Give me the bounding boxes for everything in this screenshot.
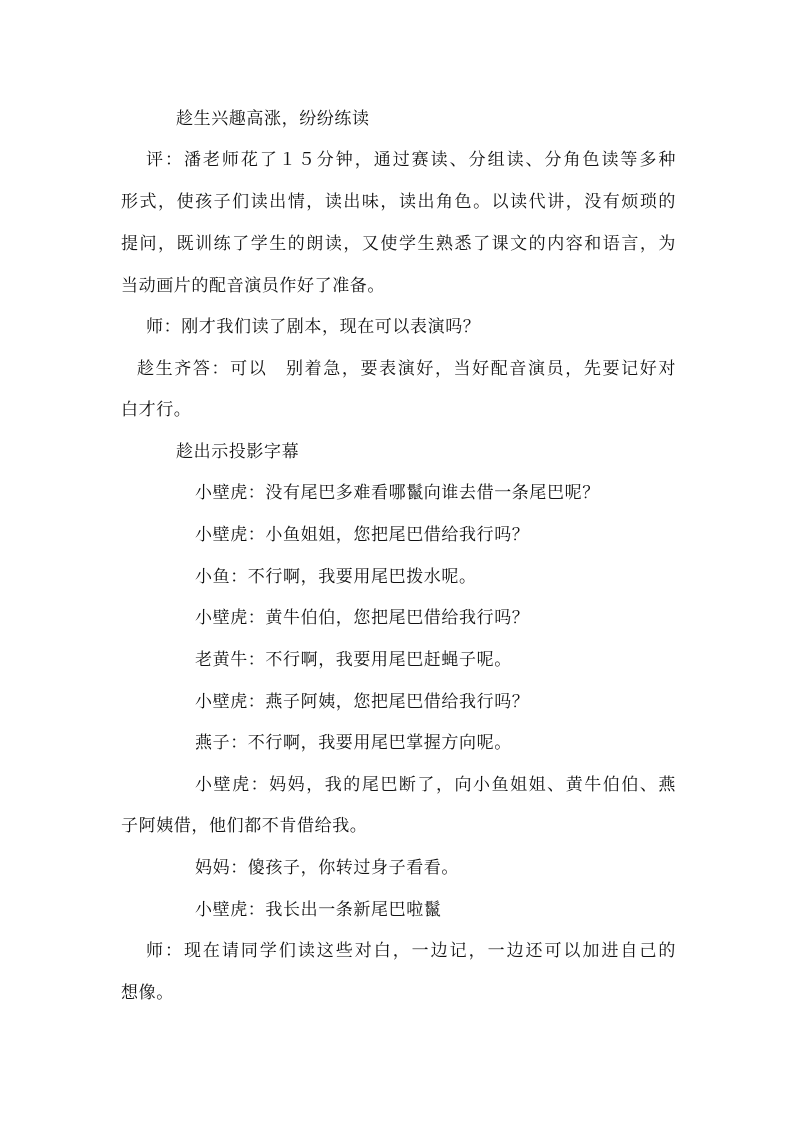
line-6: 师：刚才我们读了剧本，现在可以表演吗？ (146, 317, 481, 337)
line-7: 趁生齐答：可以 别着急，要表演好，当好配音演员，先要记好对 (137, 359, 676, 379)
line-3: 形式，使孩子们读出情，读出味，读出角色。以读代讲，没有烦琐的 (121, 192, 676, 212)
line-13: 小壁虎：黄牛伯伯，您把尾巴借给我行吗？ (195, 608, 530, 628)
line-21: 师：现在请同学们读这些对白，一边记，一边还可以加进自己的 (146, 941, 676, 961)
line-22: 想像。 (121, 983, 174, 1003)
line-2: 评：潘老师花了１５分钟，通过赛读、分组读、分角色读等多种 (146, 150, 676, 170)
line-17: 小壁虎：妈妈，我的尾巴断了，向小鱼姐姐、黄牛伯伯、燕 (195, 775, 676, 795)
line-1: 趁生兴趣高涨，纷纷练读 (176, 109, 370, 129)
line-9: 趁出示投影字幕 (176, 442, 300, 462)
line-20: 小壁虎：我长出一条新尾巴啦鬣 (195, 900, 442, 920)
line-14: 老黄牛：不行啊，我要用尾巴赶蝇子呢。 (195, 650, 512, 670)
line-4: 提问，既训练了学生的朗读，又使学生熟悉了课文的内容和语言，为 (121, 234, 676, 254)
line-8: 白才行。 (121, 400, 192, 420)
line-12: 小鱼：不行啊，我要用尾巴拨水呢。 (195, 567, 477, 587)
line-16: 燕子：不行啊，我要用尾巴掌握方向呢。 (195, 733, 512, 753)
line-5: 当动画片的配音演员作好了准备。 (121, 276, 385, 296)
line-11: 小壁虎：小鱼姐姐，您把尾巴借给我行吗？ (195, 525, 530, 545)
line-18: 子阿姨借，他们都不肯借给我。 (121, 816, 368, 836)
line-19: 妈妈：傻孩子，你转过身子看看。 (195, 858, 459, 878)
line-10: 小壁虎：没有尾巴多难看哪鬣向谁去借一条尾巴呢？ (195, 483, 600, 503)
line-15: 小壁虎：燕子阿姨，您把尾巴借给我行吗？ (195, 692, 530, 712)
